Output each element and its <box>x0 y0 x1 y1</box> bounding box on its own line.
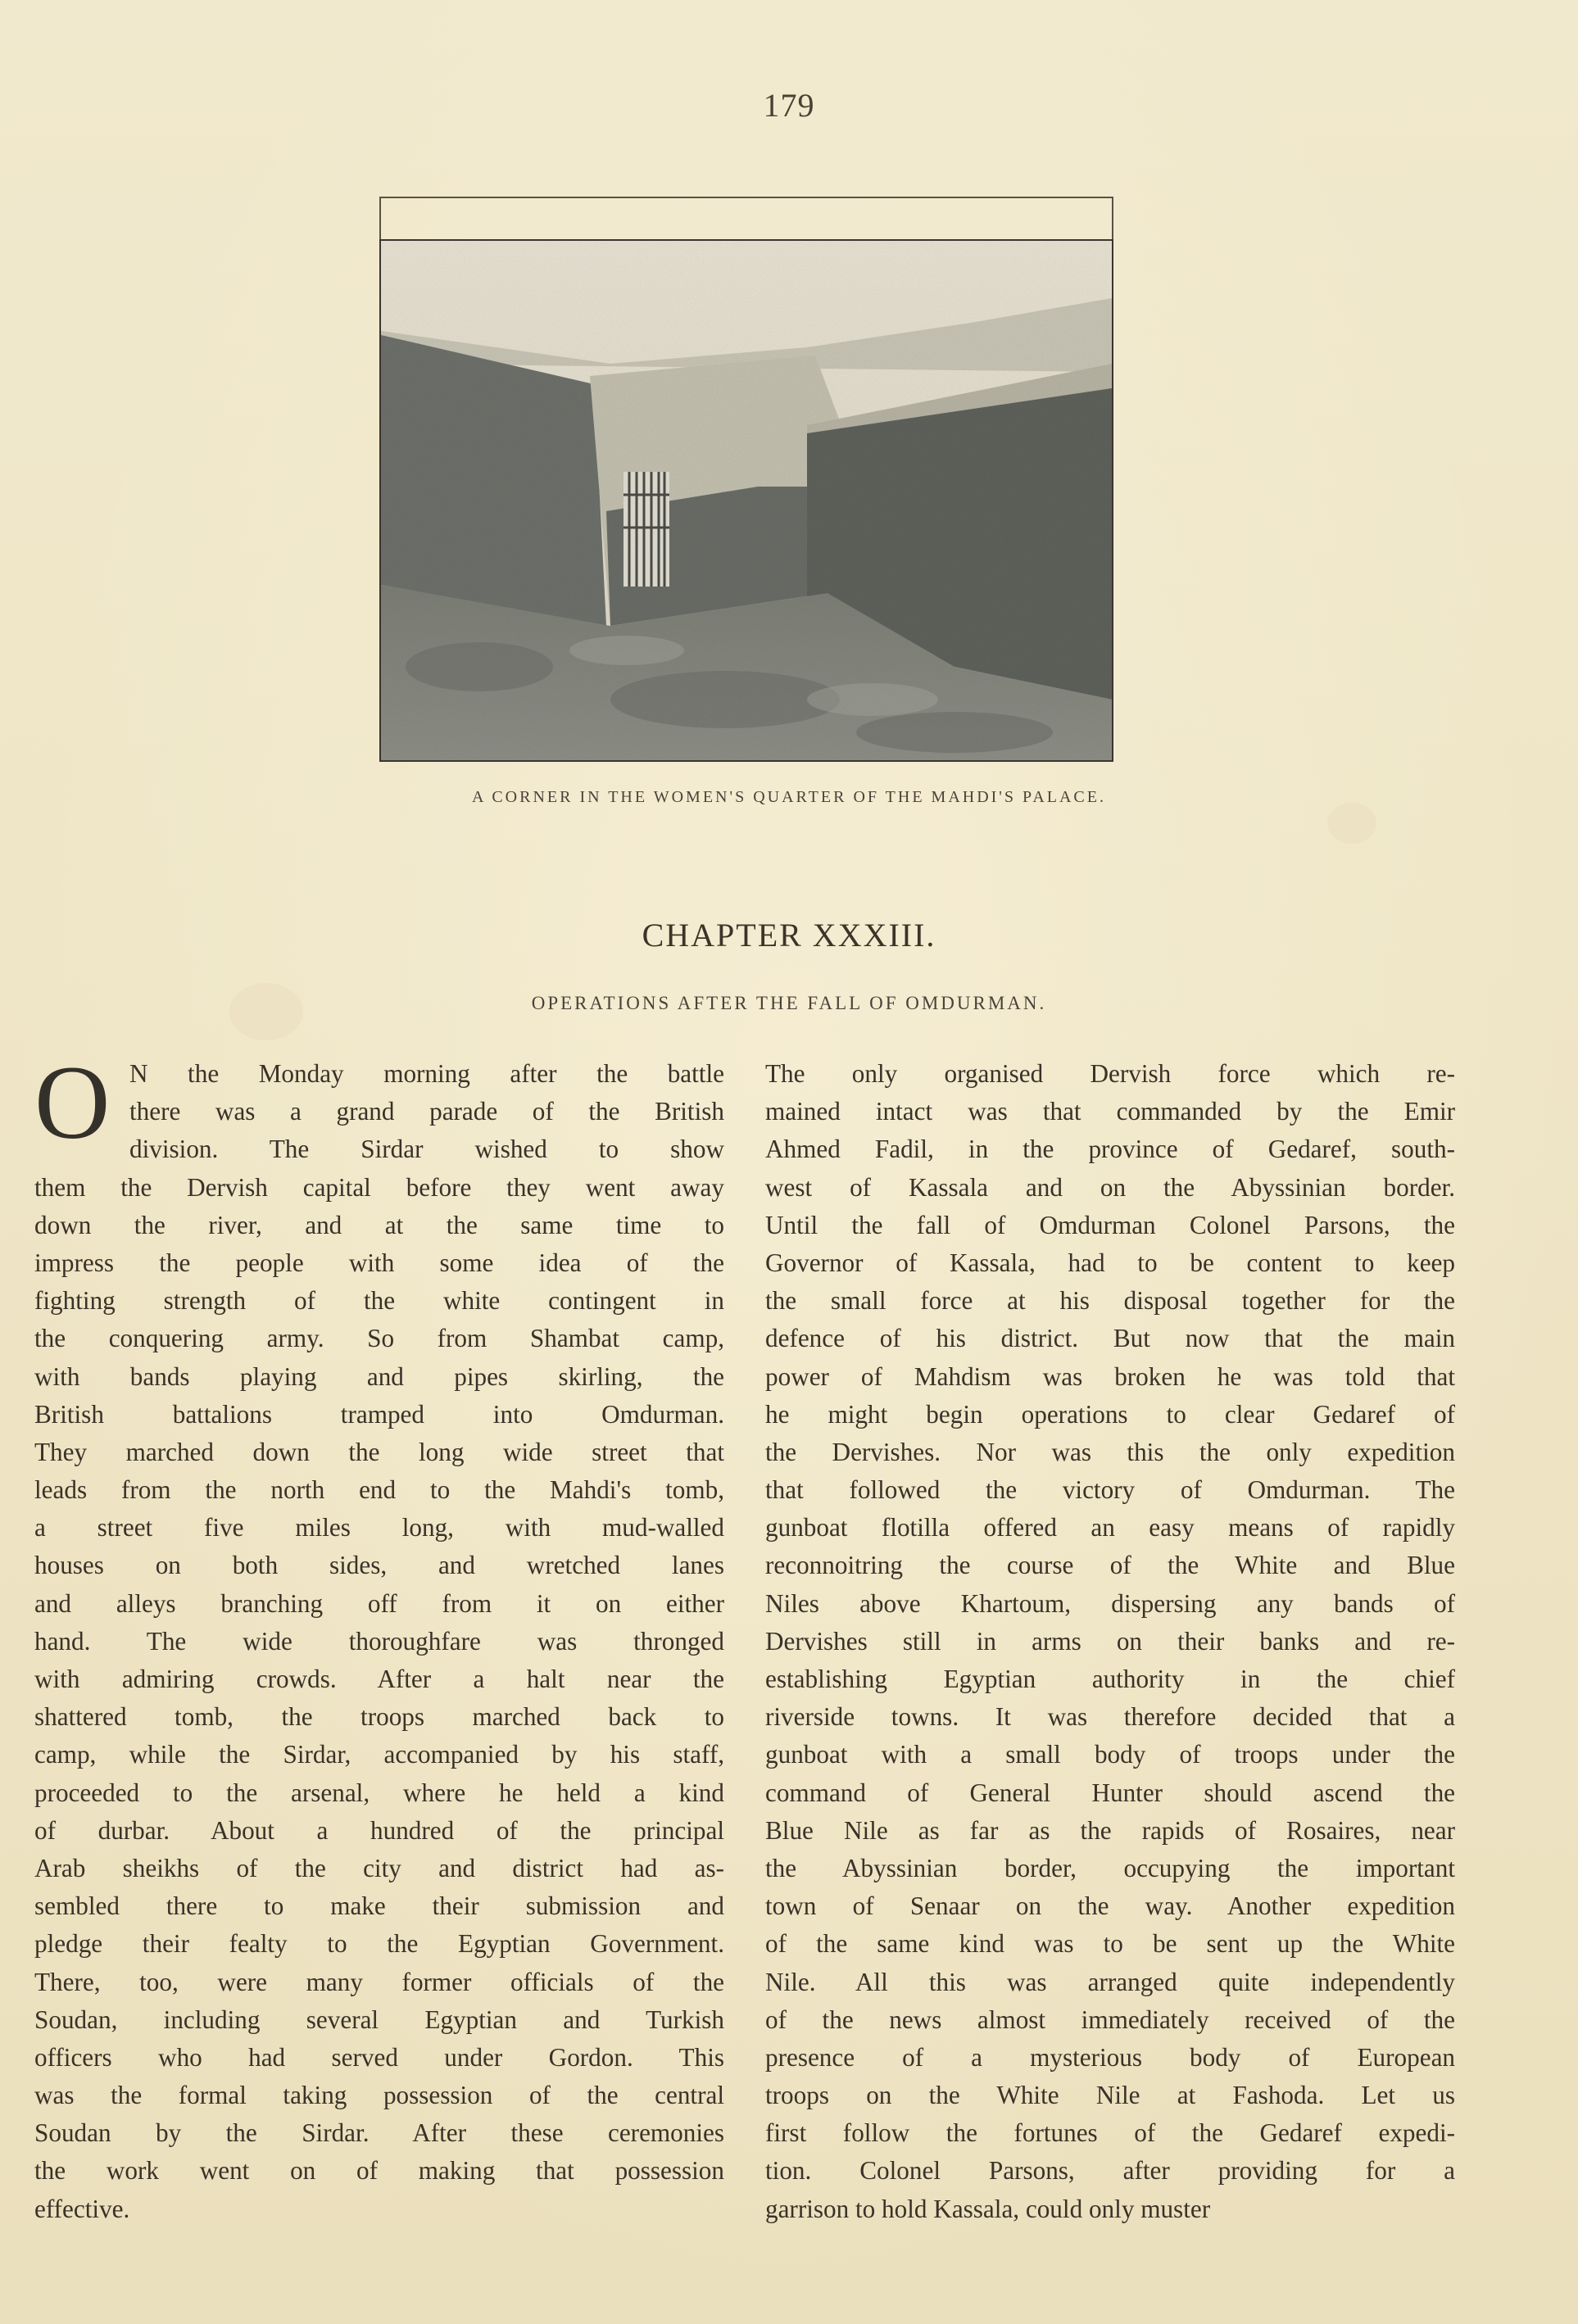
text-line: he might begin operations to clear Gedaref of <box>765 1399 1455 1429</box>
left-column <box>34 1055 724 2228</box>
text-line: The only organised Dervish force which re- <box>765 1059 1455 1088</box>
text-line: Ahmed Fadil, in the province of Gedaref, south- <box>765 1135 1455 1164</box>
text-line: the small force at his disposal together for the <box>765 1286 1455 1316</box>
text-line: a street five miles long, with mud-walled <box>34 1513 724 1543</box>
text-line: riverside towns. It was therefore decided that a <box>765 1702 1455 1732</box>
plate-border-top <box>379 197 1113 198</box>
text-line: Soudan by the Sirdar. After these ceremonies <box>34 2118 724 2148</box>
text-line: hand. The wide thoroughfare was thronged <box>34 1626 724 1656</box>
text-line: the conquering army. So from Shambat camp, <box>34 1324 724 1353</box>
text-line: the Abyssinian border, occupying the important <box>765 1853 1455 1882</box>
text-line: of the news almost immediately received of the <box>765 2005 1455 2034</box>
text-line: of the same kind was to be sent up the White <box>765 1929 1455 1959</box>
text-line: of durbar. About a hundred of the principal <box>34 1815 724 1845</box>
text-line: pledge their fealty to the Egyptian Government. <box>34 1929 724 1959</box>
text-line: camp, while the Sirdar, accompanied by his staff, <box>34 1740 724 1769</box>
text-line: the work went on of making that possession <box>34 2156 724 2186</box>
text-line: There, too, were many former officials of the <box>34 1967 724 1996</box>
text-line: Nile. All this was arranged quite independently <box>765 1967 1455 1996</box>
text-line: the Dervishes. Nor was this the only expedition <box>765 1437 1455 1466</box>
text-line: proceeded to the arsenal, where he held a kind <box>34 1778 724 1807</box>
text-line: Niles above Khartoum, dispersing any bands of <box>765 1588 1455 1618</box>
text-line: Soudan, including several Egyptian and Turkish <box>34 2005 724 2034</box>
text-line: troops on the White Nile at Fashoda. Let us <box>765 2081 1455 2110</box>
text-line: reconnoitring the course of the White and Blue <box>765 1551 1455 1580</box>
text-line: Until the fall of Omdurman Colonel Parsons, the <box>765 1210 1455 1239</box>
text-line: Governor of Kassala, had to be content to keep <box>765 1248 1455 1277</box>
right-column <box>765 1055 1455 2228</box>
text-line: shattered tomb, the troops marched back to <box>34 1702 724 1732</box>
text-line: officers who had served under Gordon. This <box>34 2042 724 2072</box>
drop-cap: O <box>34 1044 111 1161</box>
text-line: sembled there to make their submission and <box>34 1891 724 1921</box>
text-line: mained intact was that commanded by the Emir <box>765 1097 1455 1126</box>
text-line: gunboat with a small body of troops under the <box>765 1740 1455 1769</box>
text-line: Dervishes still in arms on their banks and re- <box>765 1626 1455 1656</box>
text-line: command of General Hunter should ascend the <box>765 1778 1455 1807</box>
palace-courtyard-image <box>381 241 1112 760</box>
text-line: N the Monday morning after the battle <box>129 1059 724 1088</box>
text-line: fighting strength of the white contingent in <box>34 1286 724 1316</box>
text-line: division. The Sirdar wished to show <box>129 1135 724 1164</box>
text-line: British battalions tramped into Omdurman. <box>34 1399 724 1429</box>
text-line: power of Mahdism was broken he was told that <box>765 1361 1455 1391</box>
text-line: They marched down the long wide street that <box>34 1437 724 1466</box>
text-line: presence of a mysterious body of European <box>765 2042 1455 2072</box>
text-line: first follow the fortunes of the Gedaref expedi- <box>765 2118 1455 2148</box>
chapter-subtitle: OPERATIONS AFTER THE FALL OF OMDURMAN. <box>531 993 1047 1013</box>
figure-caption: A CORNER IN THE WOMEN'S QUARTER OF THE MAHDI'S PALACE. <box>472 788 1106 806</box>
text-line: leads from the north end to the Mahdi's tomb, <box>34 1475 724 1505</box>
text-line: Arab sheikhs of the city and district had as- <box>34 1853 724 1882</box>
text-line: west of Kassala and on the Abyssinian border. <box>765 1172 1455 1202</box>
text-line: them the Dervish capital before they went away <box>34 1172 724 1202</box>
text-line: and alleys branching off from it on either <box>34 1588 724 1618</box>
text-line: garrison to hold Kassala, could only muster <box>765 2194 1211 2223</box>
text-line: down the river, and at the same time to <box>34 1210 724 1239</box>
text-line: town of Senaar on the way. Another expedition <box>765 1891 1455 1921</box>
text-line: gunboat flotilla offered an easy means of rapidly <box>765 1513 1455 1543</box>
text-line: defence of his district. But now that the main <box>765 1324 1455 1353</box>
page-number: 179 <box>763 87 815 124</box>
text-line: establishing Egyptian authority in the chief <box>765 1665 1455 1693</box>
text-line: with bands playing and pipes skirling, the <box>34 1361 724 1391</box>
text-line: that followed the victory of Omdurman. The <box>765 1475 1455 1505</box>
text-line: there was a grand parade of the British <box>129 1097 724 1126</box>
text-line: tion. Colonel Parsons, after providing for a <box>765 2156 1455 2186</box>
plate-border-right <box>1112 197 1113 246</box>
text-line: impress the people with some idea of the <box>34 1248 724 1277</box>
text-line: houses on both sides, and wretched lanes <box>34 1551 724 1580</box>
photograph <box>379 239 1113 762</box>
text-line: was the formal taking possession of the central <box>34 2081 724 2110</box>
text-line: effective. <box>34 2194 130 2223</box>
text-line: Blue Nile as far as the rapids of Rosaires, near <box>765 1815 1455 1845</box>
text-line: with admiring crowds. After a halt near the <box>34 1665 724 1693</box>
chapter-title: CHAPTER XXXIII. <box>642 917 936 954</box>
